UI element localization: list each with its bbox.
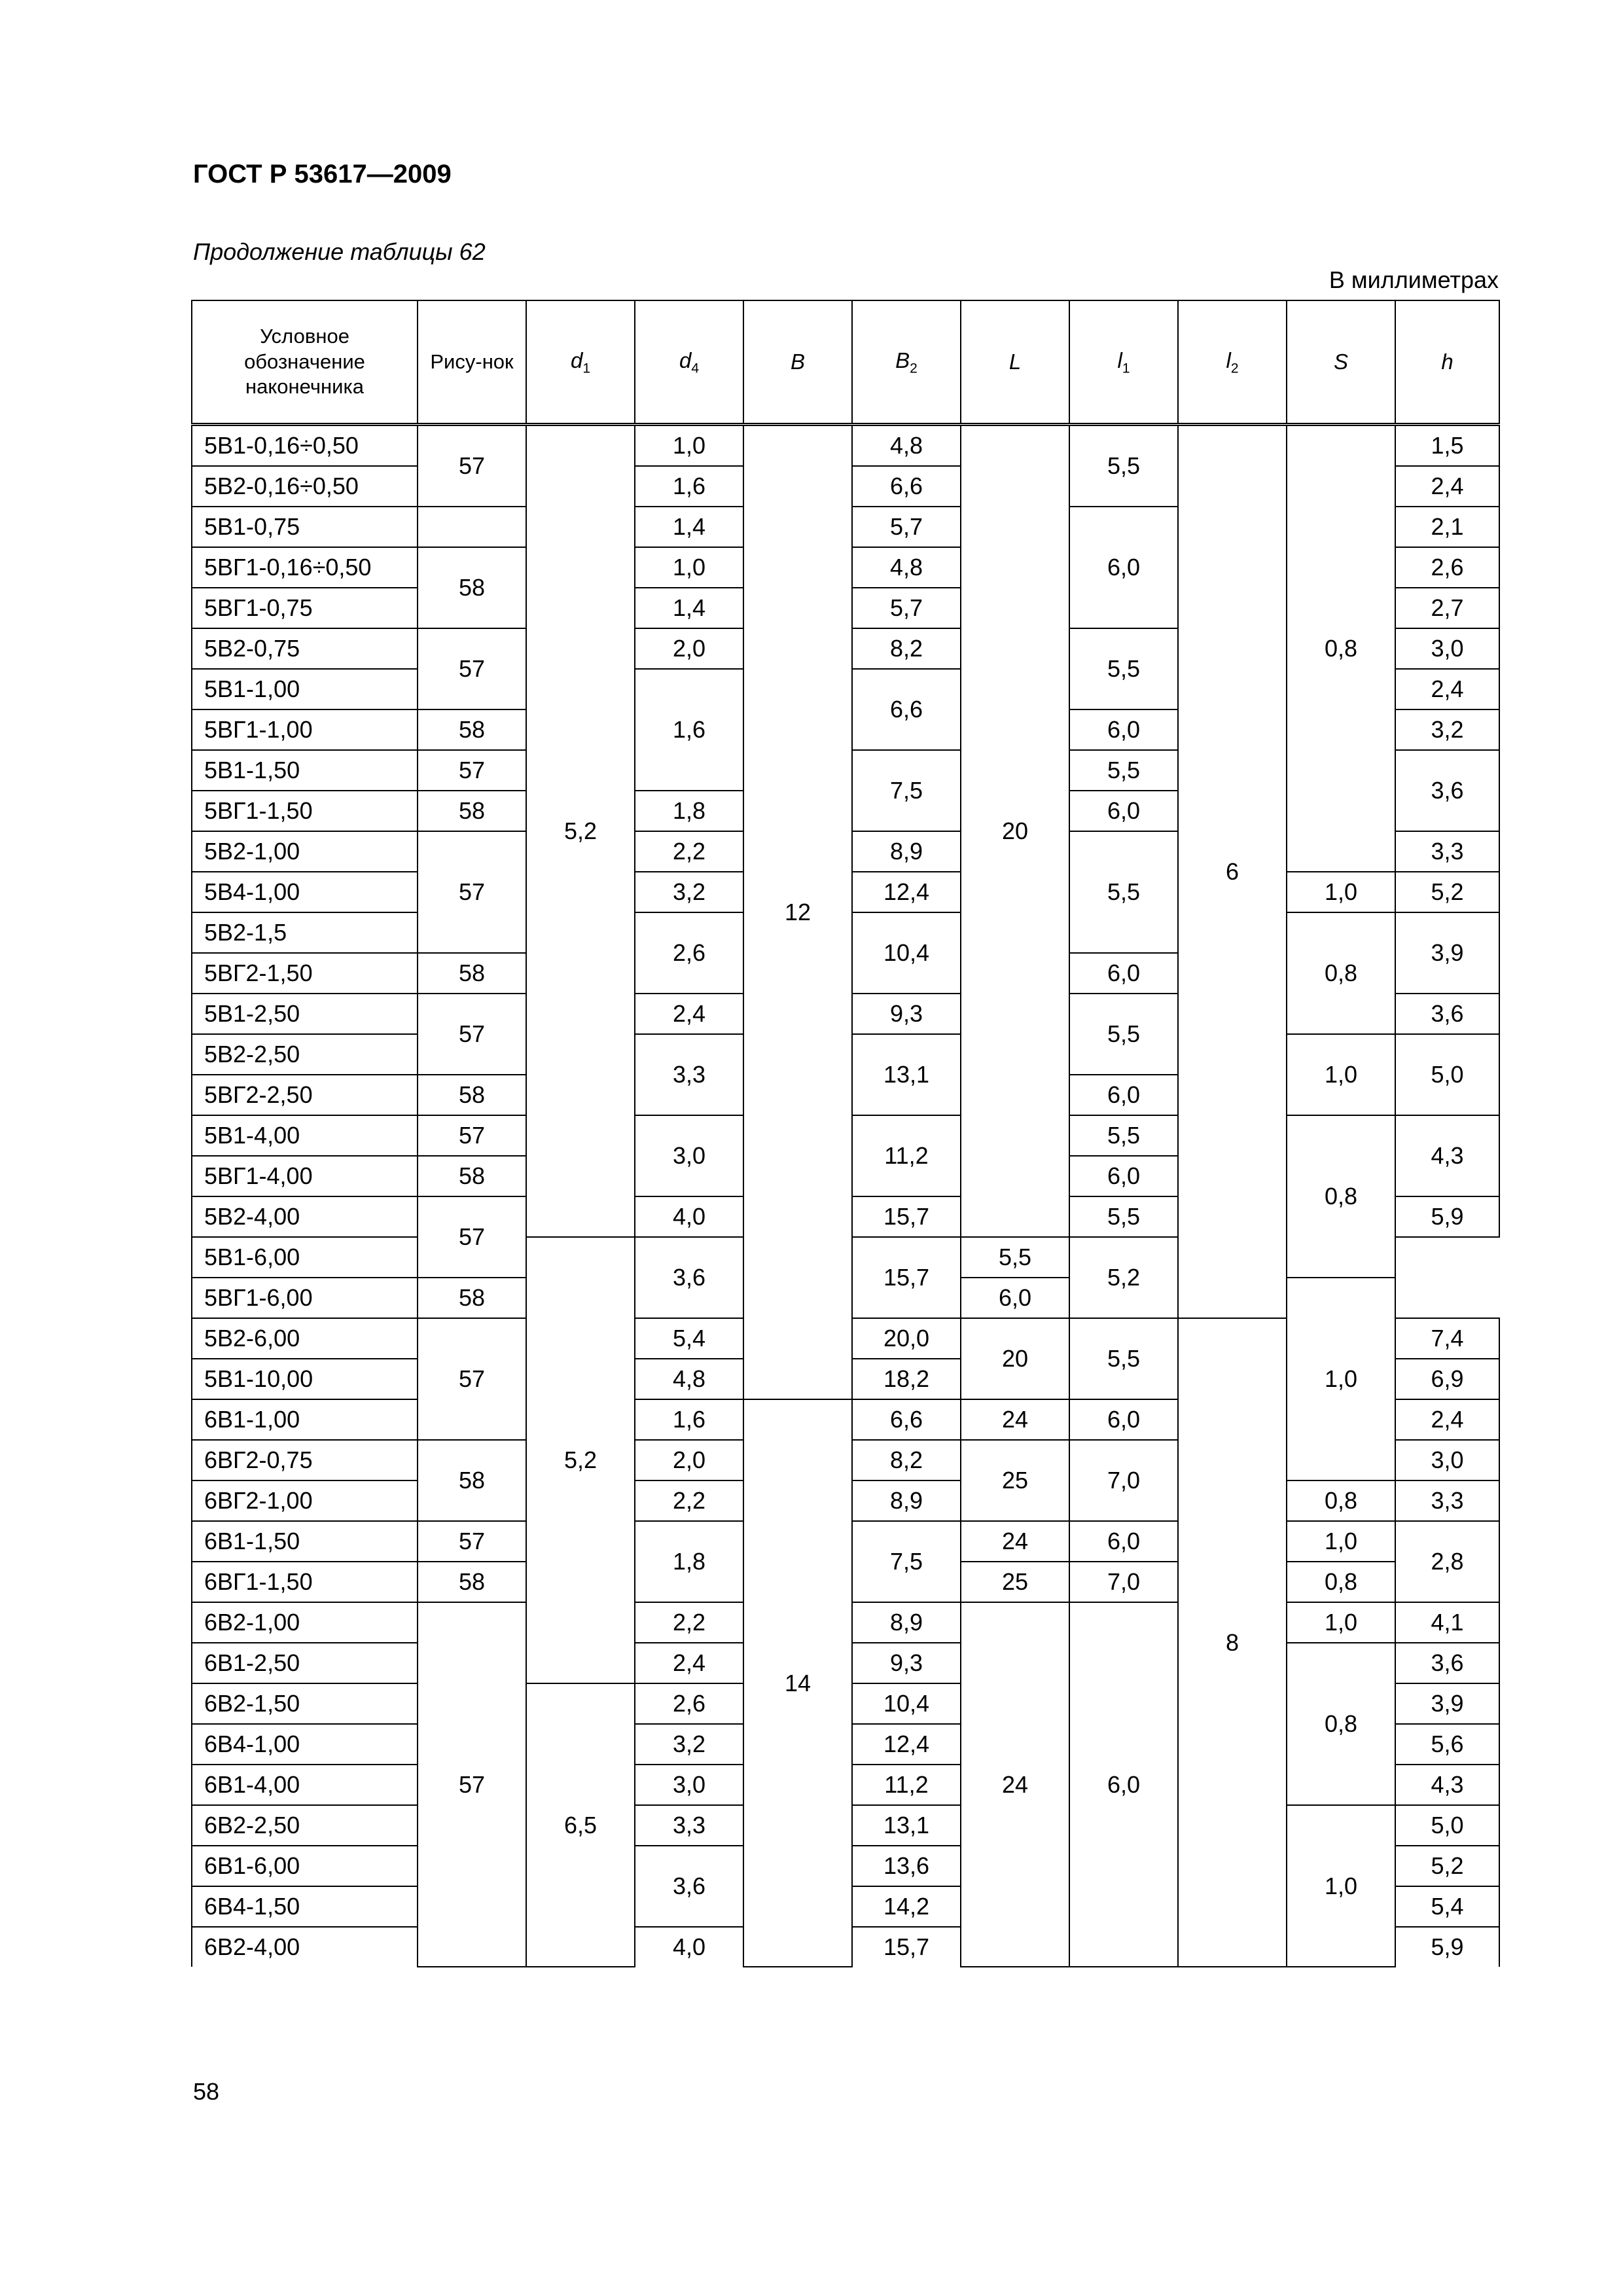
table-cell: 10,4 bbox=[852, 912, 961, 994]
table-cell: 8,2 bbox=[852, 628, 961, 669]
table-cell: 6,6 bbox=[852, 669, 961, 750]
table-cell: 24 bbox=[961, 1521, 1069, 1562]
table-cell: 4,3 bbox=[1395, 1765, 1499, 1805]
table-body bbox=[192, 425, 1499, 1967]
table-cell: 1,4 bbox=[635, 588, 743, 628]
table-cell: 58 bbox=[418, 953, 526, 994]
table-cell: 8,9 bbox=[852, 831, 961, 872]
tip-designation-cell: 5В1-6,00 bbox=[192, 1237, 418, 1278]
table-cell: 5,2 bbox=[1395, 1846, 1499, 1886]
tip-designation-cell: 6ВГ2-1,00 bbox=[192, 1480, 418, 1521]
table-cell: 3,2 bbox=[635, 872, 743, 912]
table-row bbox=[192, 425, 1499, 467]
table-cell: 20,0 bbox=[852, 1318, 961, 1359]
tip-designation-cell: 6ВГ1-1,50 bbox=[192, 1562, 418, 1602]
tip-designation-cell: 5В2-2,50 bbox=[192, 1034, 418, 1075]
table-cell: 14,2 bbox=[852, 1886, 961, 1927]
table-cell: 3,6 bbox=[635, 1846, 743, 1927]
table-cell bbox=[418, 507, 526, 547]
table-cell: 5,4 bbox=[1395, 1886, 1499, 1927]
table-cell: 5,0 bbox=[1395, 1805, 1499, 1846]
table-cell: 4,1 bbox=[1395, 1602, 1499, 1643]
table-cell: 1,6 bbox=[635, 466, 743, 507]
tip-designation-cell: 5В2-6,00 bbox=[192, 1318, 418, 1359]
column-header: Условное обозначение наконечника bbox=[192, 300, 418, 425]
table-cell: 12,4 bbox=[852, 1724, 961, 1765]
table-cell: 58 bbox=[418, 1440, 526, 1521]
page-number: 58 bbox=[193, 2078, 220, 2105]
table-cell: 3,0 bbox=[1395, 628, 1499, 669]
table-cell: 6 bbox=[1178, 425, 1287, 1319]
table-cell: 57 bbox=[418, 1602, 526, 1967]
tip-designation-cell: 6В1-1,50 bbox=[192, 1521, 418, 1562]
table-cell: 2,6 bbox=[635, 912, 743, 994]
table-cell: 3,6 bbox=[1395, 994, 1499, 1034]
table-cell: 1,0 bbox=[635, 547, 743, 588]
table-cell: 1,0 bbox=[1287, 1805, 1395, 1967]
table-cell: 6,0 bbox=[1069, 1075, 1178, 1115]
table-cell: 3,0 bbox=[635, 1115, 743, 1196]
table-cell: 1,0 bbox=[1287, 1278, 1395, 1480]
tip-designation-cell: 6В4-1,00 bbox=[192, 1724, 418, 1765]
tip-designation-cell: 5ВГ2-2,50 bbox=[192, 1075, 418, 1115]
table-cell: 3,6 bbox=[1395, 750, 1499, 831]
tip-designation-cell: 6В4-1,50 bbox=[192, 1886, 418, 1927]
table-cell: 3,0 bbox=[635, 1765, 743, 1805]
table-cell: 5,7 bbox=[852, 507, 961, 547]
table-cell: 6,6 bbox=[852, 466, 961, 507]
table-cell: 11,2 bbox=[852, 1115, 961, 1196]
table-cell: 58 bbox=[418, 709, 526, 750]
tip-dimensions-table bbox=[191, 300, 1500, 1967]
table-cell: 5,6 bbox=[1395, 1724, 1499, 1765]
table-cell: 57 bbox=[418, 1521, 526, 1562]
table-cell: 20 bbox=[961, 1318, 1069, 1399]
table-cell: 58 bbox=[418, 791, 526, 831]
tip-designation-cell: 5В2-0,16÷0,50 bbox=[192, 466, 418, 507]
table-cell: 58 bbox=[418, 1562, 526, 1602]
table-cell: 3,2 bbox=[1395, 709, 1499, 750]
document-header: ГОСТ Р 53617—2009 bbox=[193, 160, 452, 188]
table-cell: 13,6 bbox=[852, 1846, 961, 1886]
tip-designation-cell: 5ВГ1-1,00 bbox=[192, 709, 418, 750]
table-cell: 3,3 bbox=[1395, 1480, 1499, 1521]
table-cell: 9,3 bbox=[852, 994, 961, 1034]
column-header: L bbox=[961, 300, 1069, 425]
table-cell: 2,6 bbox=[1395, 547, 1499, 588]
tip-designation-cell: 5В2-4,00 bbox=[192, 1196, 418, 1237]
table-cell: 3,6 bbox=[1395, 1643, 1499, 1683]
table-cell: 6,0 bbox=[1069, 1521, 1178, 1562]
tip-designation-cell: 5В1-2,50 bbox=[192, 994, 418, 1034]
table-cell: 6,0 bbox=[1069, 791, 1178, 831]
tip-designation-cell: 5ВГ1-0,16÷0,50 bbox=[192, 547, 418, 588]
table-cell: 2,0 bbox=[635, 628, 743, 669]
tip-designation-cell: 5В1-0,16÷0,50 bbox=[192, 425, 418, 467]
table-cell: 2,4 bbox=[1395, 1399, 1499, 1440]
table-cell: 3,2 bbox=[635, 1724, 743, 1765]
column-header: Рису-нок bbox=[418, 300, 526, 425]
table-cell: 5,5 bbox=[1069, 1196, 1178, 1237]
table-cell: 8,9 bbox=[852, 1480, 961, 1521]
tip-designation-cell: 6В2-4,00 bbox=[192, 1927, 418, 1967]
table-cell: 5,5 bbox=[1069, 425, 1178, 507]
table-cell: 6,0 bbox=[961, 1278, 1069, 1318]
table-cell: 1,5 bbox=[1395, 425, 1499, 467]
tip-designation-cell: 5ВГ1-1,50 bbox=[192, 791, 418, 831]
tip-designation-cell: 5В4-1,00 bbox=[192, 872, 418, 912]
table-cell: 1,0 bbox=[1287, 872, 1395, 912]
table-cell: 5,7 bbox=[852, 588, 961, 628]
tip-designation-cell: 5В1-1,00 bbox=[192, 669, 418, 709]
table-cell: 13,1 bbox=[852, 1034, 961, 1115]
table-cell: 0,8 bbox=[1287, 1643, 1395, 1805]
table-cell: 4,0 bbox=[635, 1196, 743, 1237]
tip-designation-cell: 6ВГ2-0,75 bbox=[192, 1440, 418, 1480]
table-cell: 8,9 bbox=[852, 1602, 961, 1643]
table-cell: 5,2 bbox=[1069, 1237, 1178, 1318]
table-cell: 10,4 bbox=[852, 1683, 961, 1724]
table-cell: 2,2 bbox=[635, 1480, 743, 1521]
table-caption: Продолжение таблицы 62 bbox=[193, 238, 486, 265]
table-cell: 58 bbox=[418, 547, 526, 628]
table-cell: 6,0 bbox=[1069, 1602, 1178, 1967]
tip-designation-cell: 6В1-1,00 bbox=[192, 1399, 418, 1440]
table-cell: 2,4 bbox=[1395, 466, 1499, 507]
table-cell: 57 bbox=[418, 994, 526, 1075]
table-cell: 1,6 bbox=[635, 1399, 743, 1440]
table-cell: 6,9 bbox=[1395, 1359, 1499, 1399]
tip-designation-cell: 5ВГ2-1,50 bbox=[192, 953, 418, 994]
tip-designation-cell: 5В1-4,00 bbox=[192, 1115, 418, 1156]
table-cell: 57 bbox=[418, 1196, 526, 1278]
table-cell: 5,5 bbox=[961, 1237, 1069, 1278]
tip-designation-cell: 5В2-1,5 bbox=[192, 912, 418, 953]
table-cell: 12 bbox=[743, 425, 852, 1400]
table-cell: 4,3 bbox=[1395, 1115, 1499, 1196]
table-cell: 8 bbox=[1178, 1318, 1287, 1967]
table-cell: 25 bbox=[961, 1440, 1069, 1521]
column-header: $l_1$ bbox=[1069, 300, 1178, 425]
table-cell: 57 bbox=[418, 628, 526, 709]
table-cell: 14 bbox=[743, 1399, 852, 1967]
table-cell: 4,8 bbox=[852, 425, 961, 467]
table-cell: 12,4 bbox=[852, 872, 961, 912]
table-cell: 5,0 bbox=[1395, 1034, 1499, 1115]
column-header: h bbox=[1395, 300, 1499, 425]
table-cell: 15,7 bbox=[852, 1927, 961, 1967]
table-cell: 6,5 bbox=[526, 1683, 635, 1967]
table-cell: 7,0 bbox=[1069, 1562, 1178, 1602]
table-cell: 2,1 bbox=[1395, 507, 1499, 547]
table-cell: 57 bbox=[418, 750, 526, 791]
table-cell: 2,8 bbox=[1395, 1521, 1499, 1602]
table-cell: 2,2 bbox=[635, 1602, 743, 1643]
table-cell: 2,6 bbox=[635, 1683, 743, 1724]
table-cell: 5,5 bbox=[1069, 994, 1178, 1075]
table-cell: 5,5 bbox=[1069, 1115, 1178, 1156]
table-cell: 0,8 bbox=[1287, 1562, 1395, 1602]
table-cell: 7,0 bbox=[1069, 1440, 1178, 1521]
table-cell: 1,4 bbox=[635, 507, 743, 547]
table-cell: 57 bbox=[418, 1115, 526, 1156]
table-cell: 15,7 bbox=[852, 1237, 961, 1318]
table-cell: 5,2 bbox=[526, 1237, 635, 1683]
tip-designation-cell: 5В2-0,75 bbox=[192, 628, 418, 669]
tip-designation-cell: 6В1-6,00 bbox=[192, 1846, 418, 1886]
table-cell: 5,5 bbox=[1069, 1318, 1178, 1399]
table-cell: 2,4 bbox=[635, 1643, 743, 1683]
table-cell: 3,3 bbox=[635, 1034, 743, 1115]
tip-designation-cell: 5ВГ1-6,00 bbox=[192, 1278, 418, 1318]
table-cell: 18,2 bbox=[852, 1359, 961, 1399]
table-cell: 1,8 bbox=[635, 791, 743, 831]
table-cell: 1,0 bbox=[1287, 1521, 1395, 1562]
table-cell: 7,4 bbox=[1395, 1318, 1499, 1359]
table-cell: 5,2 bbox=[1395, 872, 1499, 912]
table-cell: 3,9 bbox=[1395, 1683, 1499, 1724]
table-cell: 4,0 bbox=[635, 1927, 743, 1967]
table-cell: 5,9 bbox=[1395, 1927, 1499, 1967]
table-cell: 1,6 bbox=[635, 669, 743, 791]
table-cell: 0,8 bbox=[1287, 1480, 1395, 1521]
table-cell: 8,2 bbox=[852, 1440, 961, 1480]
table-cell: 58 bbox=[418, 1075, 526, 1115]
table-cell: 6,0 bbox=[1069, 953, 1178, 994]
table-cell: 1,0 bbox=[1287, 1034, 1395, 1115]
table-cell: 5,5 bbox=[1069, 750, 1178, 791]
table-cell: 5,9 bbox=[1395, 1196, 1499, 1237]
table-cell: 4,8 bbox=[635, 1359, 743, 1399]
table-cell: 2,4 bbox=[1395, 669, 1499, 709]
column-header: $d_4$ bbox=[635, 300, 743, 425]
tip-designation-cell: 6В2-1,00 bbox=[192, 1602, 418, 1643]
table-cell: 6,0 bbox=[1069, 507, 1178, 628]
table-cell: 3,3 bbox=[1395, 831, 1499, 872]
table-cell: 5,2 bbox=[526, 425, 635, 1238]
table-cell: 0,8 bbox=[1287, 912, 1395, 1034]
column-header: B bbox=[743, 300, 852, 425]
table-cell: 57 bbox=[418, 425, 526, 507]
table-cell: 5,4 bbox=[635, 1318, 743, 1359]
table-cell: 4,8 bbox=[852, 547, 961, 588]
table-cell: 58 bbox=[418, 1278, 526, 1318]
table-cell: 24 bbox=[961, 1399, 1069, 1440]
tip-designation-cell: 6В2-2,50 bbox=[192, 1805, 418, 1846]
column-header: S bbox=[1287, 300, 1395, 425]
tip-designation-cell: 5В1-10,00 bbox=[192, 1359, 418, 1399]
tip-designation-cell: 5В1-1,50 bbox=[192, 750, 418, 791]
table-cell: 20 bbox=[961, 425, 1069, 1238]
table-cell: 3,3 bbox=[635, 1805, 743, 1846]
tip-designation-cell: 6В1-4,00 bbox=[192, 1765, 418, 1805]
table-cell: 58 bbox=[418, 1156, 526, 1196]
table-cell: 0,8 bbox=[1287, 425, 1395, 872]
table-cell: 9,3 bbox=[852, 1643, 961, 1683]
table-cell: 2,7 bbox=[1395, 588, 1499, 628]
tip-designation-cell: 5ВГ1-0,75 bbox=[192, 588, 418, 628]
table-cell: 5,5 bbox=[1069, 831, 1178, 953]
table-cell: 57 bbox=[418, 1318, 526, 1440]
table-cell: 6,6 bbox=[852, 1399, 961, 1440]
table-cell: 1,8 bbox=[635, 1521, 743, 1602]
table-cell: 6,0 bbox=[1069, 1156, 1178, 1196]
table-cell: 24 bbox=[961, 1602, 1069, 1967]
table-cell: 0,8 bbox=[1287, 1115, 1395, 1278]
table-cell: 2,4 bbox=[635, 994, 743, 1034]
table-header-row bbox=[192, 300, 1499, 425]
table-cell: 5,5 bbox=[1069, 628, 1178, 709]
table-cell: 3,9 bbox=[1395, 912, 1499, 994]
table-cell: 15,7 bbox=[852, 1196, 961, 1237]
table-cell: 7,5 bbox=[852, 1521, 961, 1602]
tip-designation-cell: 6В2-1,50 bbox=[192, 1683, 418, 1724]
table-cell: 25 bbox=[961, 1562, 1069, 1602]
tip-designation-cell: 5В1-0,75 bbox=[192, 507, 418, 547]
table-cell: 3,6 bbox=[635, 1237, 743, 1318]
table-cell: 13,1 bbox=[852, 1805, 961, 1846]
tip-designation-cell: 6В1-2,50 bbox=[192, 1643, 418, 1683]
column-header: $d_1$ bbox=[526, 300, 635, 425]
column-header: $l_2$ bbox=[1178, 300, 1287, 425]
table-cell: 7,5 bbox=[852, 750, 961, 831]
table-cell: 2,2 bbox=[635, 831, 743, 872]
units-note: В миллиметрах bbox=[1329, 266, 1499, 293]
table-cell: 6,0 bbox=[1069, 1399, 1178, 1440]
table-cell: 3,0 bbox=[1395, 1440, 1499, 1480]
column-header: $B_2$ bbox=[852, 300, 961, 425]
tip-designation-cell: 5ВГ1-4,00 bbox=[192, 1156, 418, 1196]
table-cell: 57 bbox=[418, 831, 526, 953]
table-cell: 1,0 bbox=[635, 425, 743, 467]
tip-designation-cell: 5В2-1,00 bbox=[192, 831, 418, 872]
table-cell: 2,0 bbox=[635, 1440, 743, 1480]
table-cell: 1,0 bbox=[1287, 1602, 1395, 1643]
table-cell: 6,0 bbox=[1069, 709, 1178, 750]
table-cell: 11,2 bbox=[852, 1765, 961, 1805]
